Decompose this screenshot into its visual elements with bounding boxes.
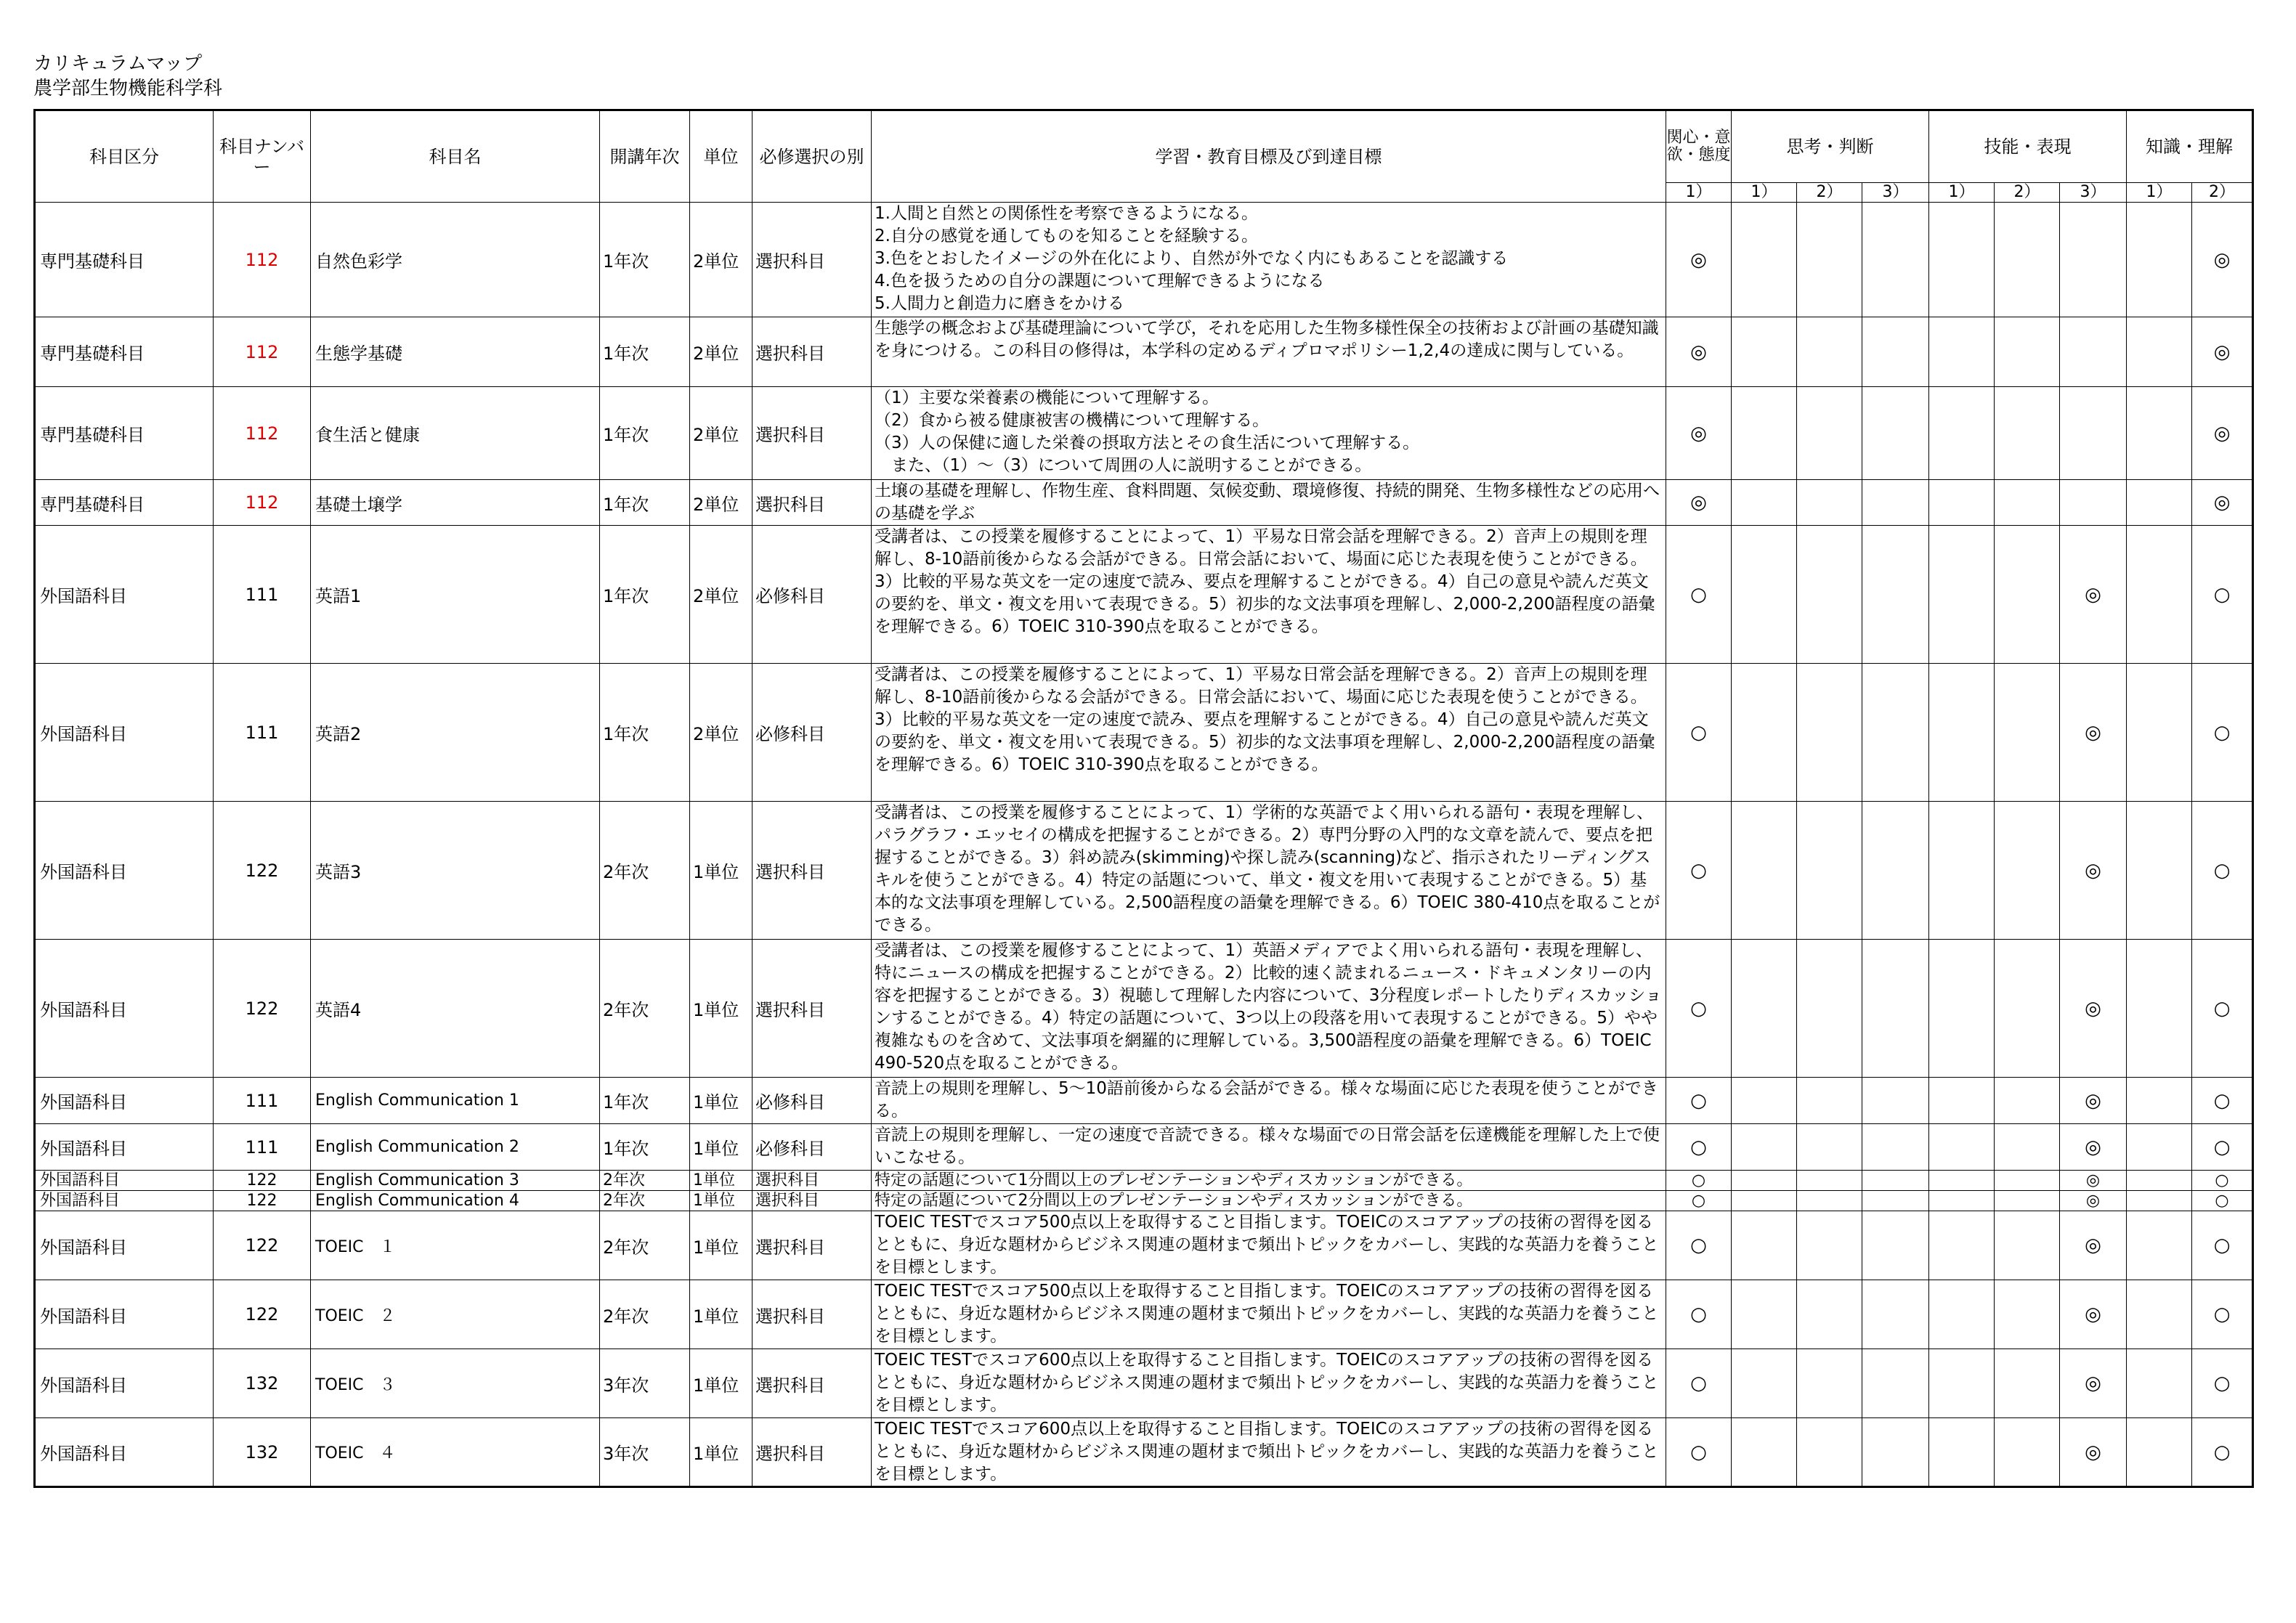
course-number: 111	[214, 526, 311, 664]
course-number: 122	[214, 1280, 311, 1349]
mark-cell: ◎	[2192, 317, 2253, 387]
course-number: 112	[214, 203, 311, 317]
mark-cell	[2127, 1124, 2192, 1171]
course-year: 1年次	[600, 1078, 690, 1124]
course-number: 112	[214, 387, 311, 480]
course-type: 選択科目	[753, 802, 872, 940]
mark-cell: ◎	[2060, 1191, 2127, 1211]
course-type: 必修科目	[753, 526, 872, 664]
mark-cell: ○	[1666, 1124, 1732, 1171]
mark-cell	[1862, 526, 1929, 664]
table-row	[35, 940, 2253, 1078]
mark-cell	[1732, 802, 1797, 940]
mark-cell	[1797, 480, 1862, 526]
course-number: 112	[214, 317, 311, 387]
mark-cell	[1797, 802, 1862, 940]
mark-cell	[1862, 1191, 1929, 1211]
course-goal: 特定の話題について1分間以上のプレゼンテーションやディスカッションができる。	[872, 1171, 1666, 1191]
course-units: 1単位	[690, 802, 753, 940]
course-goal: TOEIC TESTでスコア500点以上を取得すること目指します。TOEICのスコアアップの技術の習得を図るとともに、身近な題材からビジネス関連の題材まで頻出トピックをカバーし、実践的な英語力を養うことを目標とします。	[872, 1280, 1666, 1349]
course-goal: （1）主要な栄養素の機能について理解する。 （2）食から被る健康被害の機構について理解する。 （3）人の保健に適した栄養の摂取方法とその食生活について理解する。 また、（1）～（3）について周囲の人に説明することができる。	[872, 387, 1666, 480]
mark-cell	[2127, 802, 2192, 940]
mark-cell: ○	[1666, 1211, 1732, 1280]
course-number: 122	[214, 940, 311, 1078]
mark-cell: ○	[1666, 1280, 1732, 1349]
mark-cell	[1995, 317, 2060, 387]
course-category: 外国語科目	[35, 1171, 214, 1191]
mark-cell	[1929, 1124, 1995, 1171]
mark-cell	[2127, 1349, 2192, 1418]
mark-cell: ◎	[2060, 1078, 2127, 1124]
course-year: 2年次	[600, 1171, 690, 1191]
mark-cell: ◎	[2192, 387, 2253, 480]
course-type: 必修科目	[753, 1124, 872, 1171]
header-required: 必修選択の別	[753, 110, 872, 203]
course-goal: 音読上の規則を理解し、5～10語前後からなる会話ができる。様々な場面に応じた表現を使うことができる。	[872, 1078, 1666, 1124]
course-year: 2年次	[600, 802, 690, 940]
course-type: 選択科目	[753, 317, 872, 387]
mark-cell	[1862, 480, 1929, 526]
mark-cell	[1995, 1211, 2060, 1280]
mark-cell	[1732, 480, 1797, 526]
mark-cell	[1929, 802, 1995, 940]
header-sub-5: 2）	[1995, 183, 2060, 203]
mark-cell	[1732, 317, 1797, 387]
mark-cell	[1862, 664, 1929, 802]
course-category: 外国語科目	[35, 1191, 214, 1211]
course-number: 111	[214, 1078, 311, 1124]
course-category: 外国語科目	[35, 940, 214, 1078]
course-year: 2年次	[600, 1191, 690, 1211]
course-category: 外国語科目	[35, 1280, 214, 1349]
mark-cell	[2127, 664, 2192, 802]
course-name: TOEIC ３	[311, 1349, 600, 1418]
mark-cell	[1995, 940, 2060, 1078]
mark-cell	[1929, 1418, 1995, 1487]
mark-cell: ○	[1666, 1349, 1732, 1418]
mark-cell	[1732, 1280, 1797, 1349]
mark-cell	[1995, 664, 2060, 802]
header-units: 単位	[690, 110, 753, 203]
course-goal: TOEIC TESTでスコア600点以上を取得すること目指します。TOEICのスコアアップの技術の習得を図るとともに、身近な題材からビジネス関連の題材まで頻出トピックをカバーし、実践的な英語力を養うことを目標とします。	[872, 1418, 1666, 1487]
header-sub-1: 1）	[1732, 183, 1797, 203]
mark-cell	[1995, 1191, 2060, 1211]
mark-cell: ◎	[2060, 1280, 2127, 1349]
course-units: 1単位	[690, 940, 753, 1078]
table-row	[35, 317, 2253, 387]
mark-cell	[2127, 317, 2192, 387]
mark-cell	[1862, 317, 1929, 387]
course-goal: 受講者は、この授業を履修することによって、1）英語メディアでよく用いられる語句・表現を理解し、特にニュースの構成を把握することができる。2）比較的速く読まれるニュース・ドキュメンタリーの内容を把握することができる。3）視聴して理解した内容について、3分程度レポートしたりディスカッションすることができる。4）特定の話題について、3つ以上の段落を用いて表現することができる。5）やや複雑なものを含めて、文法事項を網羅的に理解している。3,500語程度の語彙を理解できる。6）TOEIC 490-520点を取ることができる。	[872, 940, 1666, 1078]
mark-cell: ◎	[2060, 664, 2127, 802]
mark-cell	[1929, 317, 1995, 387]
course-type: 選択科目	[753, 1171, 872, 1191]
mark-cell: ○	[2192, 1171, 2253, 1191]
table-row	[35, 1349, 2253, 1418]
course-goal: 受講者は、この授業を履修することによって、1）平易な日常会話を理解できる。2）音声上の規則を理解し、8-10語前後からなる会話ができる。日常会話において、場面に応じた表現を使うことができる。3）比較的平易な英文を一定の速度で読み、要点を理解することができる。4）自己の意見や読んだ英文の要約を、単文・複文を用いて表現できる。5）初歩的な文法事項を理解し、2,000-2,200語程度の語彙を理解できる。6）TOEIC 310-390点を取ることができる。	[872, 526, 1666, 664]
table-row	[35, 802, 2253, 940]
mark-cell	[2127, 387, 2192, 480]
mark-cell	[2060, 387, 2127, 480]
header-category: 科目区分	[35, 110, 214, 203]
mark-cell: ○	[2192, 1349, 2253, 1418]
mark-cell	[2060, 203, 2127, 317]
mark-cell	[1929, 526, 1995, 664]
mark-cell	[1732, 1171, 1797, 1191]
mark-cell	[1797, 1124, 1862, 1171]
mark-cell	[1862, 387, 1929, 480]
table-row	[35, 1124, 2253, 1171]
course-name: 英語3	[311, 802, 600, 940]
mark-cell	[2127, 1078, 2192, 1124]
mark-cell: ◎	[2192, 203, 2253, 317]
course-type: 選択科目	[753, 1211, 872, 1280]
mark-cell: ◎	[2060, 1418, 2127, 1487]
mark-cell	[1995, 1418, 2060, 1487]
course-units: 2単位	[690, 317, 753, 387]
header-group-knowledge: 知識・理解	[2127, 110, 2253, 183]
course-units: 2単位	[690, 480, 753, 526]
mark-cell	[1995, 526, 2060, 664]
course-name: 基礎土壌学	[311, 480, 600, 526]
course-year: 2年次	[600, 940, 690, 1078]
mark-cell: ○	[1666, 1418, 1732, 1487]
header-goals: 学習・教育目標及び到達目標	[872, 110, 1666, 203]
mark-cell	[1732, 526, 1797, 664]
course-units: 1単位	[690, 1171, 753, 1191]
mark-cell	[1732, 387, 1797, 480]
mark-cell	[1732, 1211, 1797, 1280]
mark-cell: ○	[2192, 1124, 2253, 1171]
course-category: 専門基礎科目	[35, 387, 214, 480]
course-year: 1年次	[600, 1124, 690, 1171]
mark-cell	[1732, 1349, 1797, 1418]
mark-cell	[1929, 387, 1995, 480]
mark-cell: ◎	[2060, 526, 2127, 664]
course-type: 必修科目	[753, 664, 872, 802]
mark-cell	[1929, 940, 1995, 1078]
document-title: カリキュラムマップ	[33, 53, 203, 75]
mark-cell	[1862, 1280, 1929, 1349]
course-year: 2年次	[600, 1211, 690, 1280]
course-goal: 受講者は、この授業を履修することによって、1）学術的な英語でよく用いられる語句・表現を理解し、パラグラフ・エッセイの構成を把握することができる。2）専門分野の入門的な文章を読んで、要点を把握することができる。3）斜め読み(skimming)や探し読み(scanning)など、指示されたリーディングスキルを使うことができる。4）特定の話題について、単文・複文を用いて表現することができる。5）基本的な文法事項を理解している。2,500語程度の語彙を理解できる。6）TOEIC 380-410点を取ることができる。	[872, 802, 1666, 940]
course-units: 1単位	[690, 1078, 753, 1124]
mark-cell	[1797, 664, 1862, 802]
mark-cell	[1995, 802, 2060, 940]
mark-cell	[1995, 1280, 2060, 1349]
course-type: 選択科目	[753, 1418, 872, 1487]
course-units: 2単位	[690, 203, 753, 317]
table-row	[35, 1078, 2253, 1124]
course-goal: TOEIC TESTでスコア600点以上を取得すること目指します。TOEICのスコアアップの技術の習得を図るとともに、身近な題材からビジネス関連の題材まで頻出トピックをカバーし、実践的な英語力を養うことを目標とします。	[872, 1349, 1666, 1418]
mark-cell: ○	[2192, 802, 2253, 940]
mark-cell	[1797, 526, 1862, 664]
course-name: English Communication 2	[311, 1124, 600, 1171]
mark-cell	[1862, 1349, 1929, 1418]
course-year: 1年次	[600, 317, 690, 387]
mark-cell	[1797, 387, 1862, 480]
mark-cell: ○	[2192, 1078, 2253, 1124]
mark-cell	[1929, 1078, 1995, 1124]
mark-cell	[2127, 526, 2192, 664]
mark-cell	[1862, 940, 1929, 1078]
mark-cell	[1732, 664, 1797, 802]
course-number: 122	[214, 1211, 311, 1280]
course-year: 3年次	[600, 1418, 690, 1487]
course-number: 132	[214, 1349, 311, 1418]
mark-cell	[1929, 1211, 1995, 1280]
course-name: 食生活と健康	[311, 387, 600, 480]
mark-cell	[1797, 203, 1862, 317]
course-name: TOEIC ２	[311, 1280, 600, 1349]
course-name: English Communication 3	[311, 1171, 600, 1191]
table-row	[35, 480, 2253, 526]
mark-cell	[1995, 1349, 2060, 1418]
mark-cell	[2127, 480, 2192, 526]
course-units: 2単位	[690, 526, 753, 664]
mark-cell	[1929, 1280, 1995, 1349]
mark-cell	[2060, 317, 2127, 387]
course-type: 選択科目	[753, 480, 872, 526]
course-type: 選択科目	[753, 940, 872, 1078]
header-sub-8: 2）	[2192, 183, 2253, 203]
mark-cell	[1929, 203, 1995, 317]
mark-cell	[1995, 1171, 2060, 1191]
mark-cell	[1862, 1211, 1929, 1280]
course-year: 1年次	[600, 664, 690, 802]
mark-cell	[1862, 1124, 1929, 1171]
mark-cell: ◎	[1666, 317, 1732, 387]
mark-cell	[1732, 1418, 1797, 1487]
course-type: 選択科目	[753, 1280, 872, 1349]
mark-cell	[1995, 1124, 2060, 1171]
mark-cell	[1732, 940, 1797, 1078]
course-category: 外国語科目	[35, 526, 214, 664]
course-year: 1年次	[600, 480, 690, 526]
mark-cell	[2127, 1418, 2192, 1487]
course-goal: 1.人間と自然との関係性を考察できるようになる。 2.自分の感覚を通してものを知ることを経験する。 3.色をとおしたイメージの外在化により、自然が外でなく内にもあることを認識する 4.色を扱うための自分の課題について理解できるようになる 5.人間力と創造力に磨きをかける	[872, 203, 1666, 317]
header-sub-3: 3）	[1862, 183, 1929, 203]
mark-cell	[2127, 203, 2192, 317]
course-units: 1単位	[690, 1349, 753, 1418]
course-type: 選択科目	[753, 1349, 872, 1418]
table-row	[35, 1280, 2253, 1349]
mark-cell: ◎	[2192, 480, 2253, 526]
header-sub-0: 1）	[1666, 183, 1732, 203]
header-number: 科目ナンバー	[214, 110, 311, 203]
course-number: 112	[214, 480, 311, 526]
course-units: 2単位	[690, 664, 753, 802]
mark-cell	[2127, 1280, 2192, 1349]
mark-cell	[1995, 203, 2060, 317]
course-category: 外国語科目	[35, 802, 214, 940]
header-group-skills: 技能・表現	[1929, 110, 2127, 183]
course-category: 専門基礎科目	[35, 480, 214, 526]
table-row	[35, 526, 2253, 664]
course-year: 3年次	[600, 1349, 690, 1418]
course-units: 2単位	[690, 387, 753, 480]
header-sub-2: 2）	[1797, 183, 1862, 203]
course-category: 外国語科目	[35, 1124, 214, 1171]
mark-cell: ○	[1666, 664, 1732, 802]
table-row	[35, 1211, 2253, 1280]
course-number: 111	[214, 1124, 311, 1171]
course-number: 111	[214, 664, 311, 802]
header-sub-4: 1）	[1929, 183, 1995, 203]
mark-cell	[1929, 1191, 1995, 1211]
mark-cell	[1797, 1211, 1862, 1280]
mark-cell: ○	[2192, 940, 2253, 1078]
mark-cell: ○	[1666, 526, 1732, 664]
course-category: 外国語科目	[35, 1349, 214, 1418]
header-group-thinking: 思考・判断	[1732, 110, 1929, 183]
course-name: English Communication 4	[311, 1191, 600, 1211]
mark-cell	[1797, 1078, 1862, 1124]
course-units: 1単位	[690, 1124, 753, 1171]
course-category: 専門基礎科目	[35, 203, 214, 317]
course-units: 1単位	[690, 1418, 753, 1487]
mark-cell	[1995, 387, 2060, 480]
course-category: 外国語科目	[35, 664, 214, 802]
mark-cell	[1797, 940, 1862, 1078]
course-goal: 生態学の概念および基礎理論について学び，それを応用した生物多様性保全の技術および計画の基礎知識を身につける。この科目の修得は，本学科の定めるディプロマポリシー1,2,4の達成に関与している。	[872, 317, 1666, 387]
course-units: 1単位	[690, 1191, 753, 1211]
mark-cell: ○	[2192, 1191, 2253, 1211]
mark-cell: ◎	[1666, 387, 1732, 480]
mark-cell: ◎	[2060, 1124, 2127, 1171]
course-type: 選択科目	[753, 203, 872, 317]
table-row	[35, 1418, 2253, 1487]
course-units: 1単位	[690, 1211, 753, 1280]
course-goal: 特定の話題について2分間以上のプレゼンテーションやディスカッションができる。	[872, 1191, 1666, 1211]
mark-cell: ◎	[2060, 1171, 2127, 1191]
course-category: 外国語科目	[35, 1418, 214, 1487]
course-goal: 受講者は、この授業を履修することによって、1）平易な日常会話を理解できる。2）音声上の規則を理解し、8-10語前後からなる会話ができる。日常会話において、場面に応じた表現を使うことができる。3）比較的平易な英文を一定の速度で読み、要点を理解することができる。4）自己の意見や読んだ英文の要約を、単文・複文を用いて表現できる。5）初歩的な文法事項を理解し、2,000-2,200語程度の語彙を理解できる。6）TOEIC 310-390点を取ることができる。	[872, 664, 1666, 802]
course-type: 選択科目	[753, 1191, 872, 1211]
mark-cell: ○	[1666, 1078, 1732, 1124]
header-sub-6: 3）	[2060, 183, 2127, 203]
course-name: 生態学基礎	[311, 317, 600, 387]
table-row	[35, 1191, 2253, 1211]
mark-cell: ○	[2192, 1280, 2253, 1349]
mark-cell	[1797, 317, 1862, 387]
table-row	[35, 664, 2253, 802]
mark-cell	[1862, 1171, 1929, 1191]
mark-cell	[2060, 480, 2127, 526]
course-type: 必修科目	[753, 1078, 872, 1124]
mark-cell: ○	[2192, 664, 2253, 802]
course-category: 外国語科目	[35, 1078, 214, 1124]
course-goal: 音読上の規則を理解し、一定の速度で音読できる。様々な場面での日常会話を伝達機能を理解した上で使いこなせる。	[872, 1124, 1666, 1171]
mark-cell	[1862, 1078, 1929, 1124]
course-number: 132	[214, 1418, 311, 1487]
course-goal: TOEIC TESTでスコア500点以上を取得すること目指します。TOEICのスコアアップの技術の習得を図るとともに、身近な題材からビジネス関連の題材まで頻出トピックをカバーし、実践的な英語力を養うことを目標とします。	[872, 1211, 1666, 1280]
mark-cell	[1862, 203, 1929, 317]
mark-cell	[1862, 802, 1929, 940]
mark-cell: ◎	[1666, 203, 1732, 317]
mark-cell	[2127, 940, 2192, 1078]
mark-cell	[1732, 1078, 1797, 1124]
table-row	[35, 203, 2253, 317]
header-name: 科目名	[311, 110, 600, 203]
mark-cell	[1732, 1124, 1797, 1171]
course-name: 英語2	[311, 664, 600, 802]
mark-cell	[1929, 1171, 1995, 1191]
mark-cell	[1929, 664, 1995, 802]
course-number: 122	[214, 1191, 311, 1211]
course-number: 122	[214, 1171, 311, 1191]
course-year: 2年次	[600, 1280, 690, 1349]
mark-cell	[2127, 1171, 2192, 1191]
mark-cell	[2127, 1191, 2192, 1211]
header-group-interest: 関心・意欲・態度	[1666, 110, 1732, 183]
mark-cell	[1732, 1191, 1797, 1211]
header-year: 開講年次	[600, 110, 690, 203]
mark-cell: ○	[2192, 1211, 2253, 1280]
mark-cell: ○	[2192, 526, 2253, 664]
course-category: 専門基礎科目	[35, 317, 214, 387]
mark-cell: ○	[1666, 802, 1732, 940]
header-sub-7: 1）	[2127, 183, 2192, 203]
mark-cell	[1995, 1078, 2060, 1124]
course-type: 選択科目	[753, 387, 872, 480]
course-name: TOEIC １	[311, 1211, 600, 1280]
mark-cell: ○	[1666, 1191, 1732, 1211]
mark-cell	[1995, 480, 2060, 526]
mark-cell: ◎	[2060, 802, 2127, 940]
mark-cell: ○	[1666, 1171, 1732, 1191]
course-name: English Communication 1	[311, 1078, 600, 1124]
department-title: 農学部生物機能科学科	[33, 78, 223, 99]
mark-cell: ◎	[2060, 1349, 2127, 1418]
mark-cell	[1929, 480, 1995, 526]
mark-cell	[1797, 1171, 1862, 1191]
mark-cell	[1797, 1349, 1862, 1418]
mark-cell	[1797, 1418, 1862, 1487]
course-goal: 土壌の基礎を理解し、作物生産、食料問題、気候変動、環境修復、持続的開発、生物多様性などの応用への基礎を学ぶ	[872, 480, 1666, 526]
mark-cell	[1929, 1349, 1995, 1418]
mark-cell	[1862, 1418, 1929, 1487]
course-year: 1年次	[600, 203, 690, 317]
mark-cell: ○	[1666, 940, 1732, 1078]
mark-cell: ◎	[2060, 940, 2127, 1078]
course-units: 1単位	[690, 1280, 753, 1349]
course-name: 自然色彩学	[311, 203, 600, 317]
mark-cell: ◎	[2060, 1211, 2127, 1280]
course-name: TOEIC ４	[311, 1418, 600, 1487]
mark-cell: ◎	[1666, 480, 1732, 526]
mark-cell	[1732, 203, 1797, 317]
mark-cell	[2127, 1211, 2192, 1280]
course-number: 122	[214, 802, 311, 940]
table-row	[35, 1171, 2253, 1191]
course-name: 英語4	[311, 940, 600, 1078]
course-year: 1年次	[600, 526, 690, 664]
mark-cell	[1797, 1280, 1862, 1349]
course-category: 外国語科目	[35, 1211, 214, 1280]
mark-cell: ○	[2192, 1418, 2253, 1487]
table-row	[35, 387, 2253, 480]
course-year: 1年次	[600, 387, 690, 480]
curriculum-table	[33, 109, 2254, 1488]
course-name: 英語1	[311, 526, 600, 664]
mark-cell	[1797, 1191, 1862, 1211]
